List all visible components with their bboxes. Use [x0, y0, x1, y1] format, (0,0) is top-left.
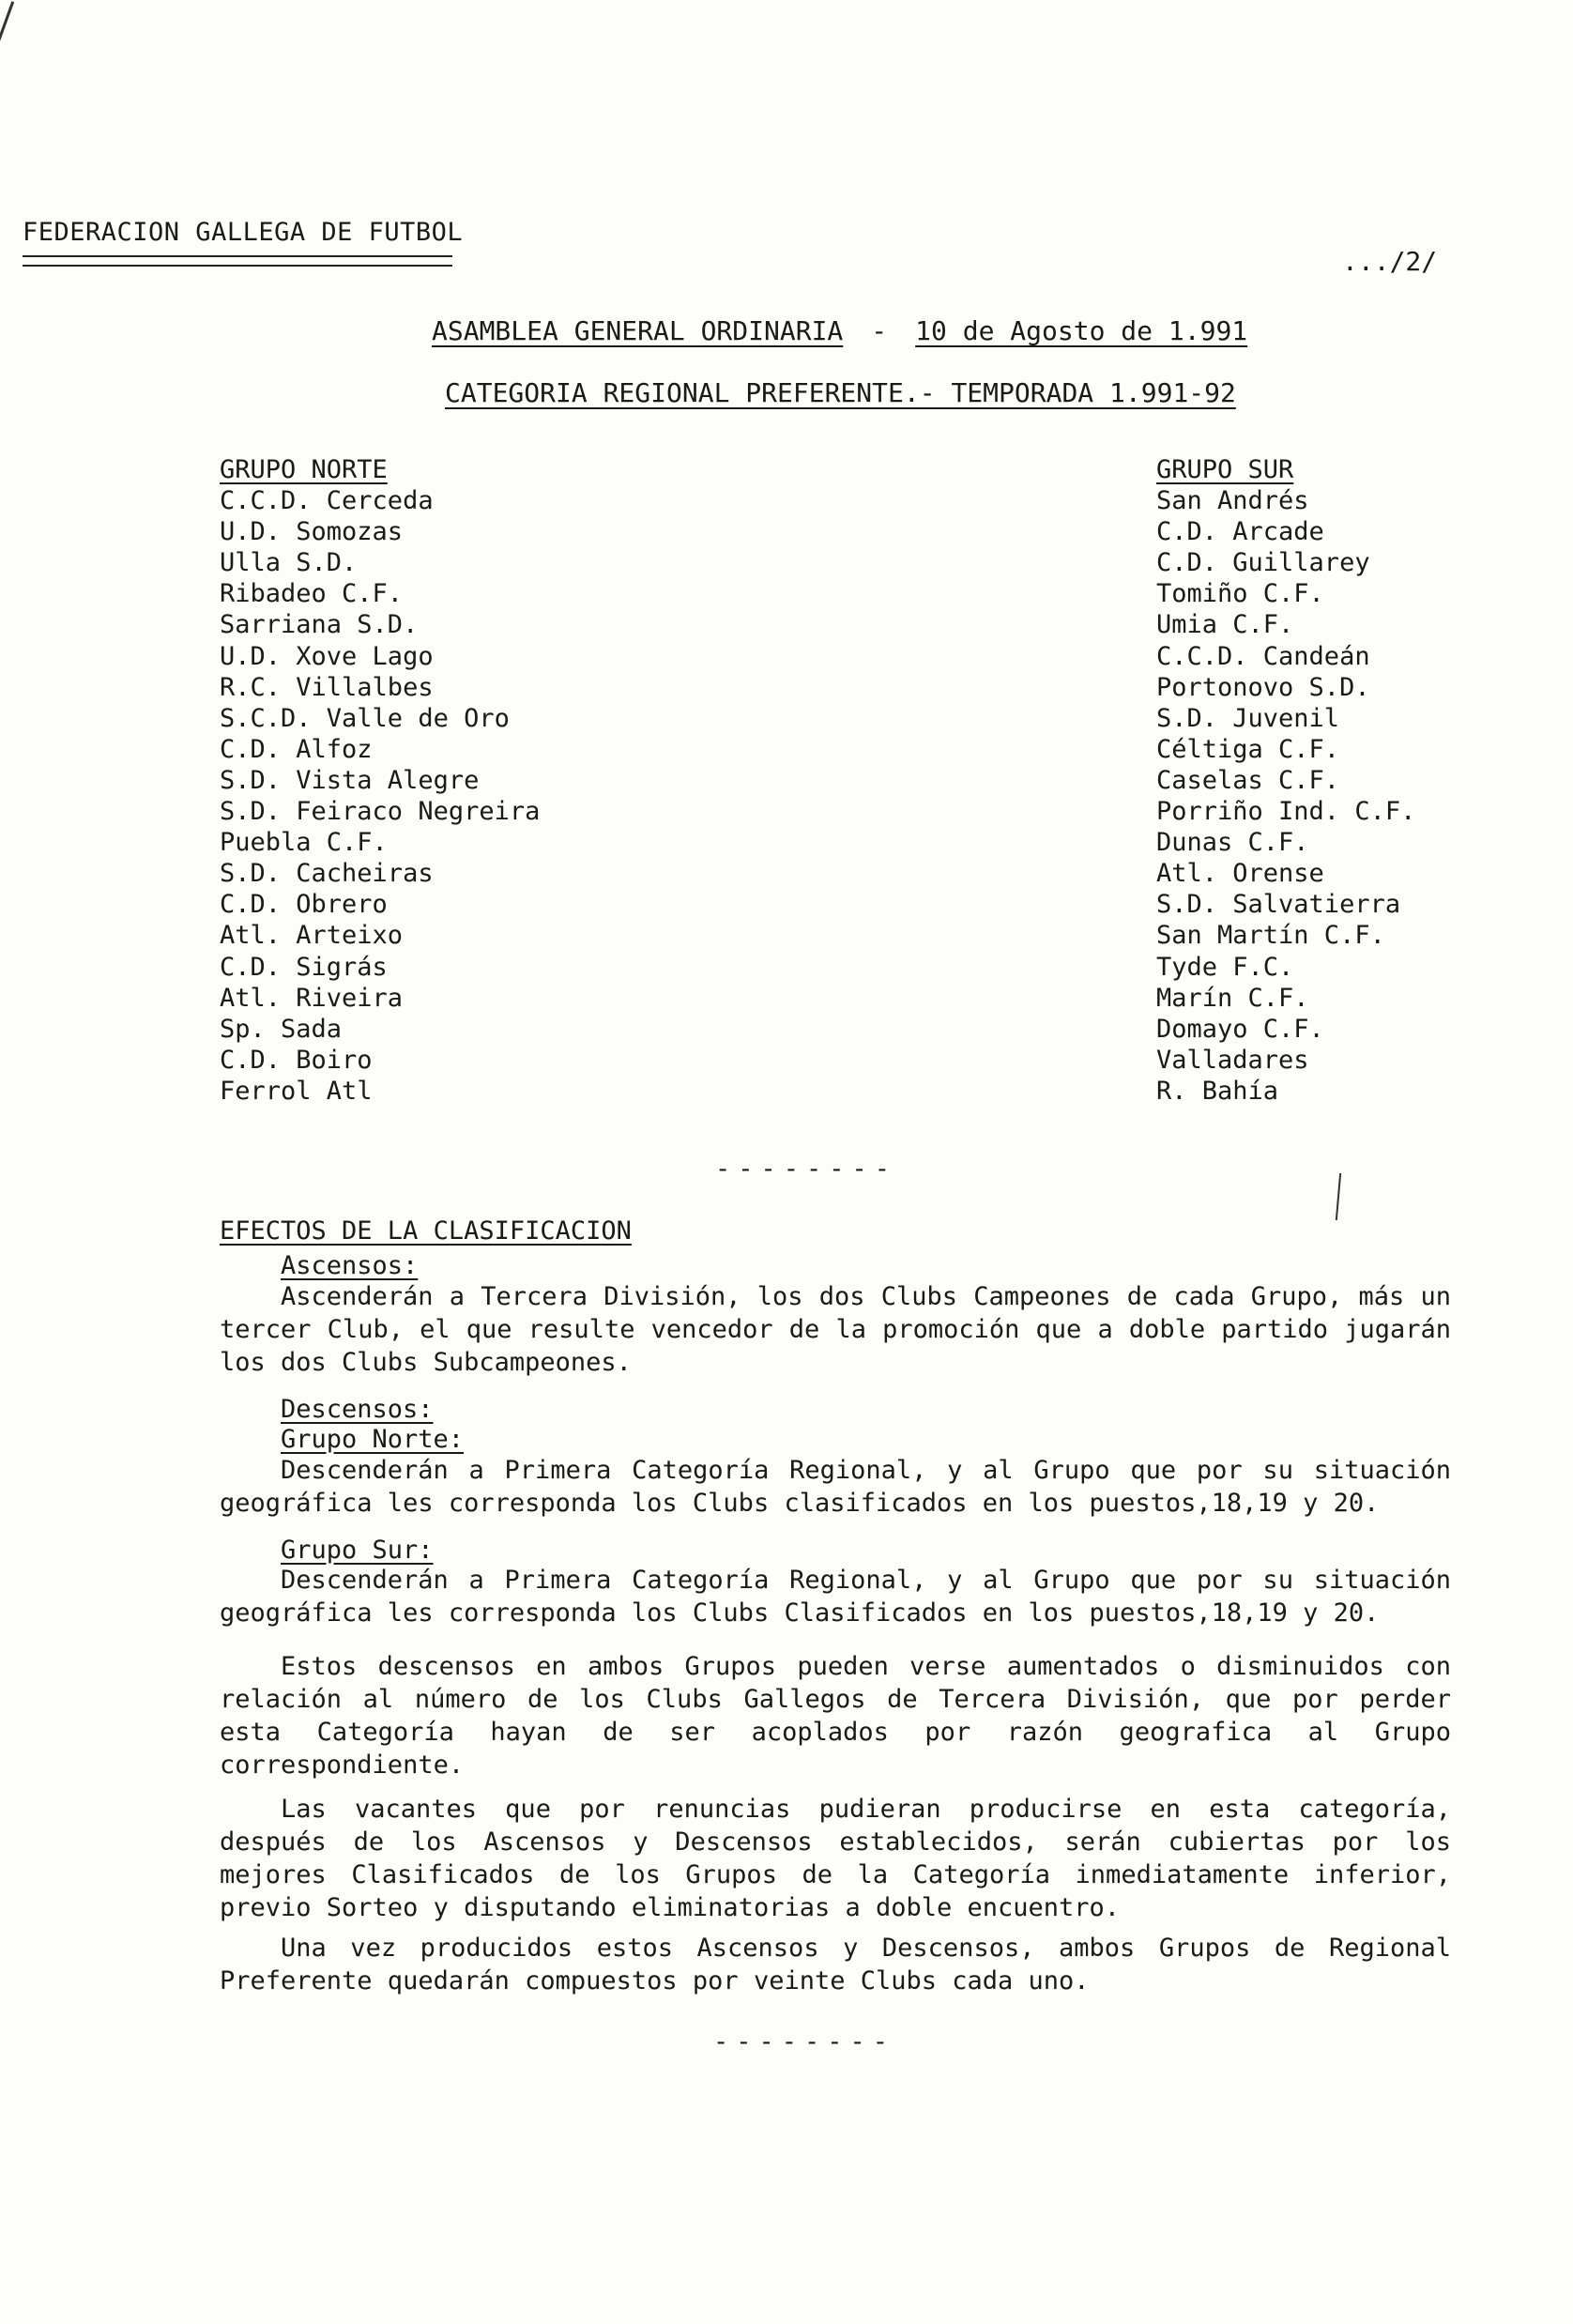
club-item: Sarriana S.D. — [220, 610, 419, 640]
grupo-norte-title: GRUPO NORTE — [220, 455, 388, 484]
composicion-paragraph: Una vez producidos estos Ascensos y Descensos, ambos Grupos de Regional Preferente quedarán compuestos por veinte Clubs cada uno. — [220, 1934, 1451, 1995]
club-item: Atl. Riveira — [220, 983, 404, 1013]
club-item: Portonovo S.D. — [1156, 672, 1370, 702]
page-number: .../2/ — [1342, 246, 1438, 277]
club-item: R.C. Villalbes — [220, 672, 434, 702]
club-item: Tyde F.C. — [1156, 952, 1294, 982]
club-item: S.D. Vista Alegre — [220, 765, 480, 795]
club-item: U.D. Xove Lago — [220, 641, 434, 671]
heading-dash: - — [871, 315, 888, 346]
grupo-norte-list — [220, 454, 540, 1107]
club-item: S.D. Feiraco Negreira — [220, 797, 541, 827]
club-item: Caselas C.F. — [1156, 765, 1340, 795]
club-item: C.D. Arcade — [1156, 517, 1324, 547]
scan-mark — [0, 1, 14, 54]
club-item: C.D. Guillarey — [1156, 548, 1370, 578]
grupo-sur-list — [1156, 454, 1415, 1107]
club-item: C.C.D. Cerceda — [220, 486, 434, 516]
club-item: San Martín C.F. — [1156, 921, 1385, 951]
grupo-sur-title: GRUPO SUR — [1156, 455, 1294, 484]
assembly-date: 10 de Agosto de 1.991 — [915, 315, 1248, 346]
ascensos-label: Ascensos: — [281, 1251, 419, 1280]
club-item: Valladares — [1156, 1045, 1309, 1075]
descensos-note-paragraph: Estos descensos en ambos Grupos pueden verse aumentados o disminuidos con relación al número de los Clubs Gallegos de Tercera División, que por perder esta Categoría hayan de ser acoplados por razón geografica al Grupo correspondiente. — [220, 1652, 1451, 1780]
club-item: Porriño Ind. C.F. — [1156, 797, 1416, 827]
club-item: Atl. Orense — [1156, 859, 1324, 889]
club-item: S.D. Salvatierra — [1156, 890, 1401, 920]
organization-underline — [23, 255, 452, 267]
club-item: C.D. Sigrás — [220, 952, 388, 982]
club-item: Céltiga C.F. — [1156, 734, 1340, 764]
club-item: S.D. Juvenil — [1156, 703, 1340, 733]
club-item: Puebla C.F. — [220, 828, 388, 858]
club-item: Ferrol Atl — [220, 1076, 373, 1106]
assembly-title: ASAMBLEA GENERAL ORDINARIA — [432, 315, 844, 346]
club-item: Atl. Arteixo — [220, 921, 404, 951]
club-item: Ribadeo C.F. — [220, 579, 404, 609]
club-item: Marín C.F. — [1156, 983, 1309, 1013]
end-separator: -------- — [713, 2027, 896, 2056]
scan-mark — [1336, 1173, 1341, 1220]
vacantes-paragraph: Las vacantes que por renuncias pudieran producirse en esta categoría, después de los Ascensos y Descensos establecidos, serán cubiertas por los mejores Clasificados de los Grupos de la Categoría inmediatamente inferior, previo Sorteo y disputando eliminatorias a doble encuentro. — [220, 1795, 1451, 1922]
category-title: CATEGORIA REGIONAL PREFERENTE.- TEMPORADA 1.991-92 — [445, 377, 1236, 408]
club-item: Domayo C.F. — [1156, 1014, 1324, 1044]
club-item: Umia C.F. — [1156, 610, 1294, 640]
grupo-norte-label: Grupo Norte: — [281, 1425, 465, 1454]
efectos-title: EFECTOS DE LA CLASIFICACION — [220, 1216, 632, 1246]
club-item: S.D. Cacheiras — [220, 859, 434, 889]
grupo-norte-paragraph: Descenderán a Primera Categoría Regional, y al Grupo que por su situación geográfica les corresponda los Clubs clasificados en los puestos,18,19 y 20. — [220, 1456, 1451, 1518]
club-item: Ulla S.D. — [220, 548, 358, 578]
club-item: S.C.D. Valle de Oro — [220, 703, 510, 733]
club-item: Tomiño C.F. — [1156, 579, 1324, 609]
assembly-heading — [432, 315, 1247, 346]
organization-name: FEDERACION GALLEGA DE FUTBOL — [23, 218, 464, 247]
club-item: San Andrés — [1156, 486, 1309, 516]
club-item: C.C.D. Candeán — [1156, 641, 1370, 671]
grupo-sur-label: Grupo Sur: — [281, 1536, 434, 1565]
club-item: Dunas C.F. — [1156, 828, 1309, 858]
grupo-sur-paragraph: Descenderán a Primera Categoría Regional, y al Grupo que por su situación geográfica les corresponda los Clubs Clasificados en los puestos,18,19 y 20. — [220, 1566, 1451, 1628]
club-item: C.D. Boiro — [220, 1045, 373, 1075]
club-item: Sp. Sada — [220, 1014, 343, 1044]
section-separator: -------- — [715, 1154, 898, 1184]
club-item: U.D. Somozas — [220, 517, 404, 547]
club-item: R. Bahía — [1156, 1076, 1279, 1106]
descensos-label: Descensos: — [281, 1395, 434, 1424]
club-item: C.D. Obrero — [220, 890, 388, 920]
category-heading — [445, 377, 1236, 408]
ascensos-paragraph: Ascenderán a Tercera División, los dos Clubs Campeones de cada Grupo, más un tercer Club, el que resulte vencedor de la promoción que a doble partido jugarán los dos Clubs Subcampeones. — [220, 1282, 1451, 1377]
club-item: C.D. Alfoz — [220, 734, 373, 764]
